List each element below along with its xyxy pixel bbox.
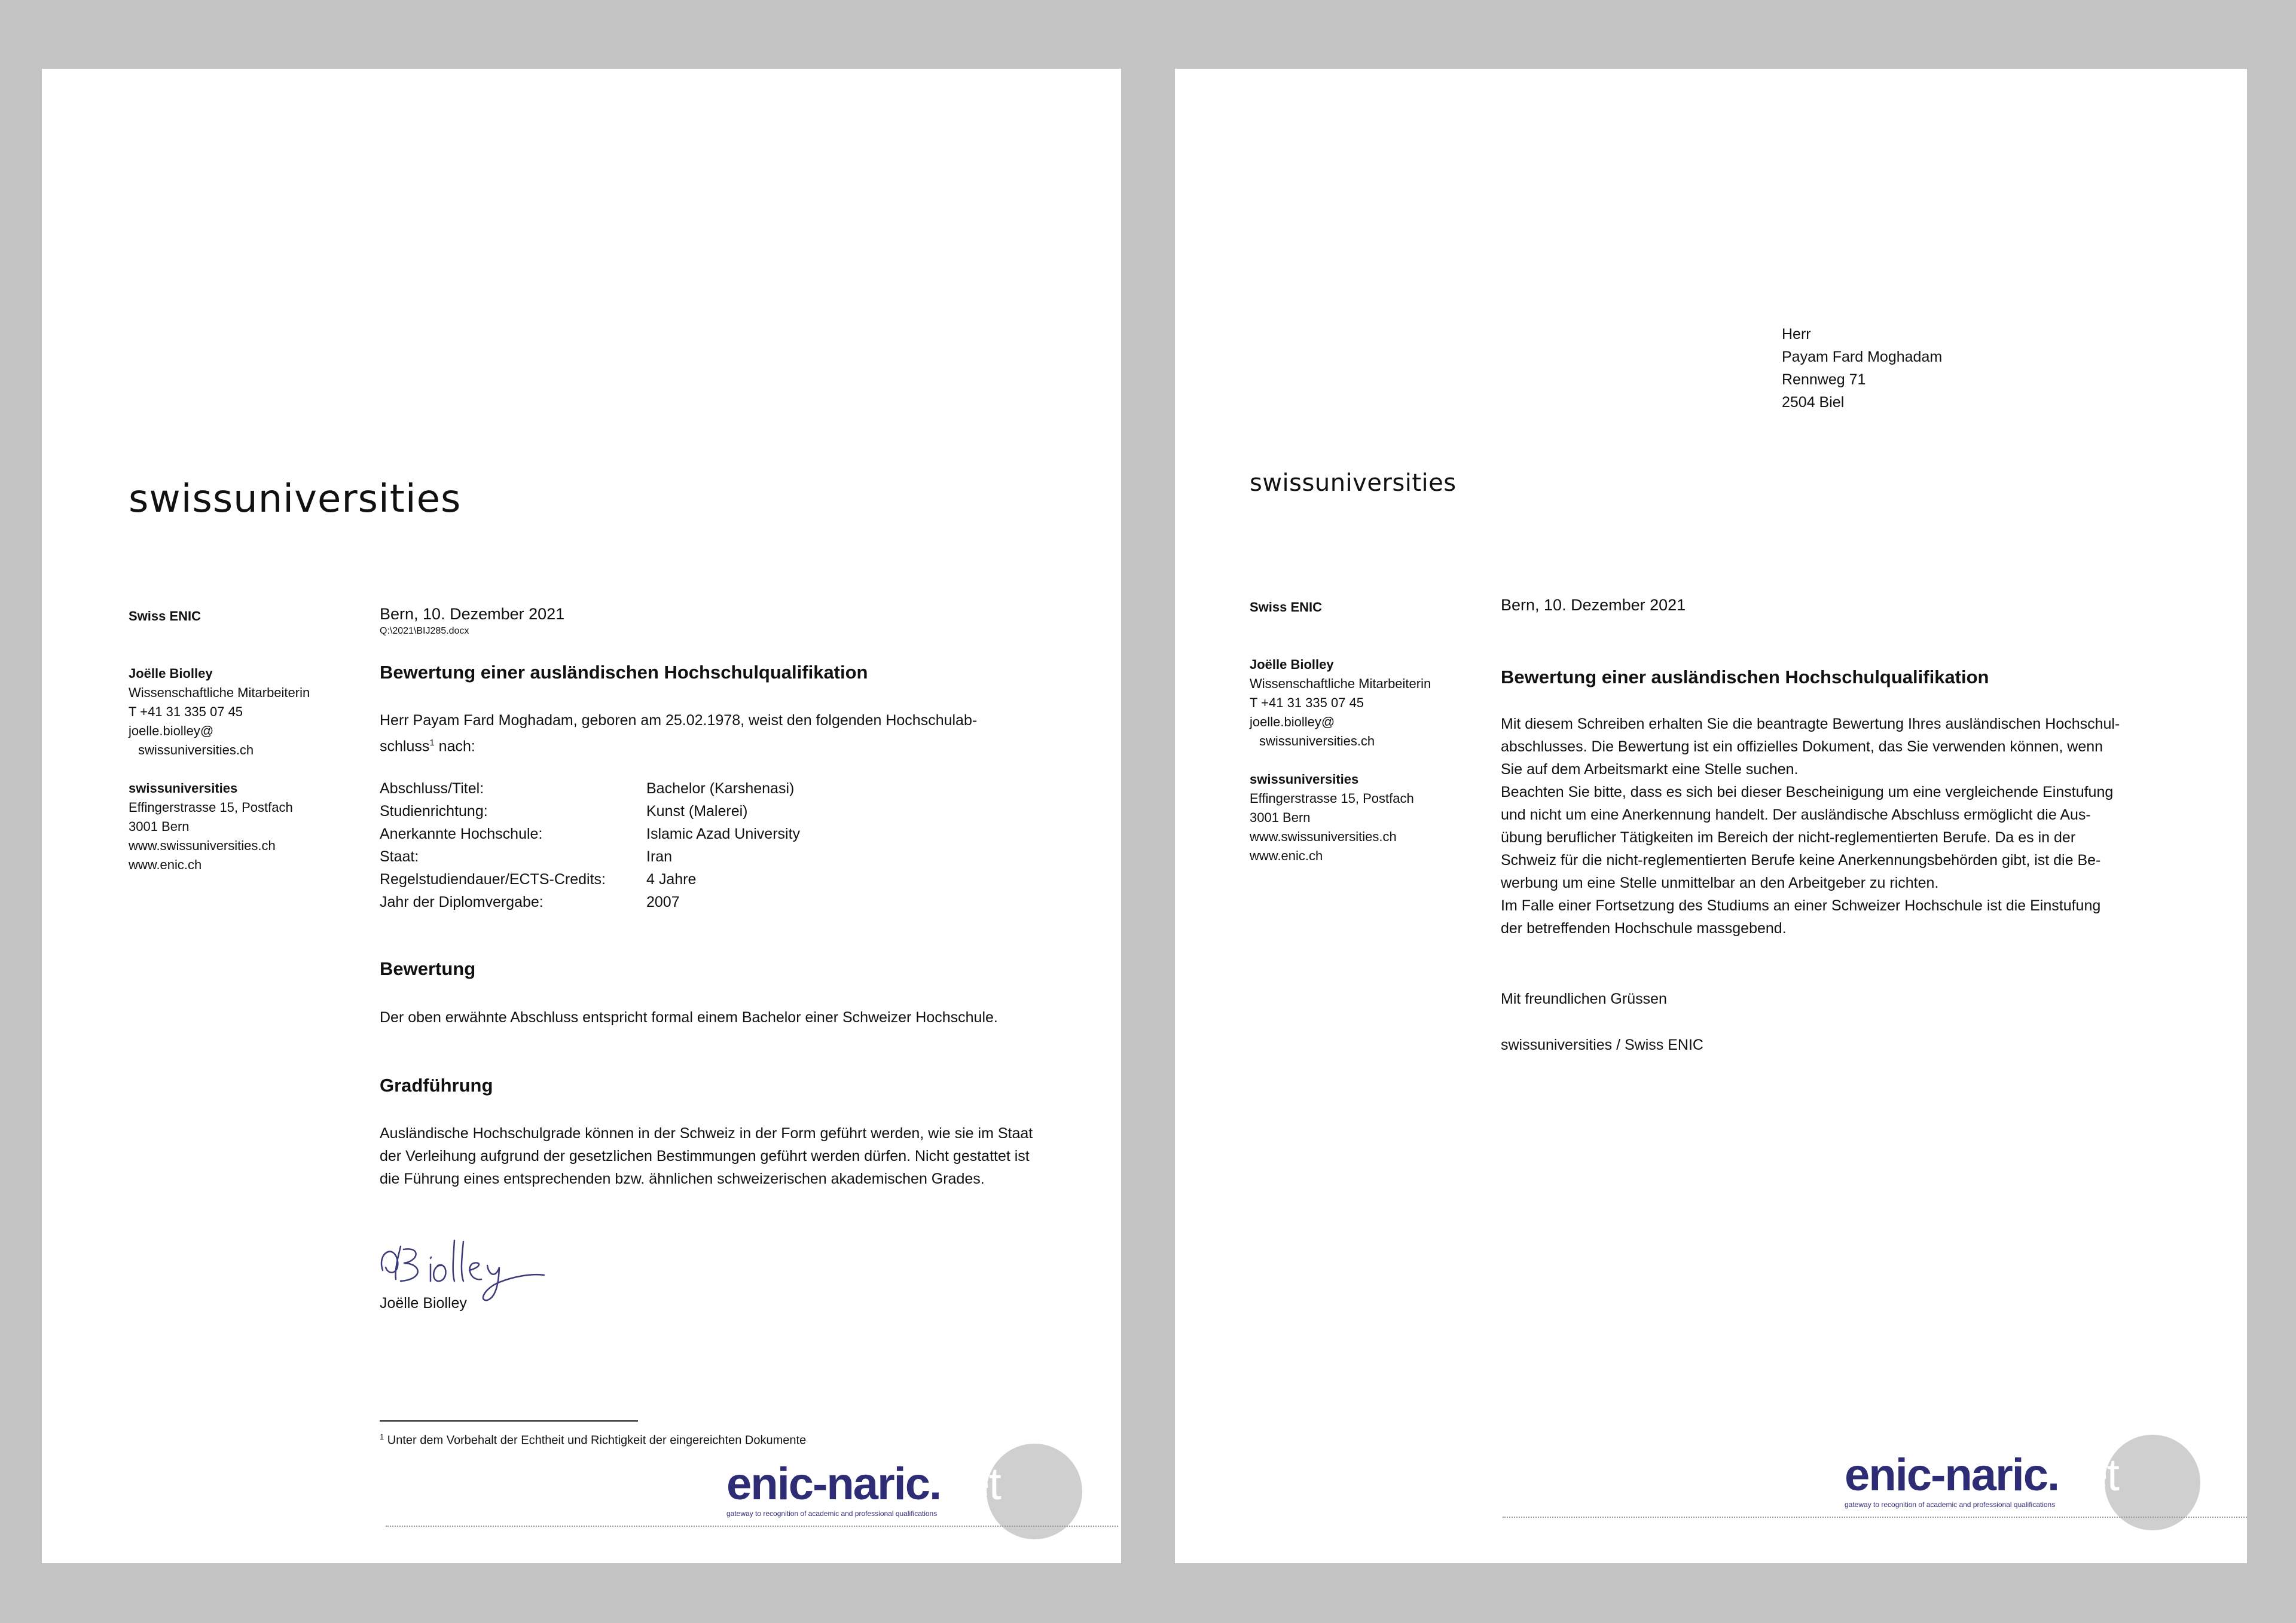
document-reference: Q:\2021\BIJ285.docx [380, 626, 469, 636]
sender-signature: swissuniversities / Swiss ENIC [1501, 1037, 1703, 1053]
heading-gradfuehrung: Gradführung [380, 1075, 493, 1096]
sidebar-contact-phone: T +41 31 335 07 45 [129, 704, 243, 719]
detail-row [380, 868, 1097, 891]
sidebar-contact-phone: T +41 31 335 07 45 [1250, 695, 1364, 710]
body-line: Im Falle einer Fortsetzung des Studiums an einer Schweizer Hochschule ist die Einstufung [1501, 897, 2101, 914]
sidebar-contact [129, 607, 356, 875]
sidebar-contact-role: Wissenschaftliche Mitarbeiterin [129, 685, 310, 700]
enic-naric-net: net [941, 1459, 1000, 1509]
body-line: Mit diesem Schreiben erhalten Sie die beantragte Bewertung Ihres ausländischen Hochschul- [1501, 716, 2120, 732]
detail-row [380, 823, 1097, 845]
sidebar-contact-email-domain: swissuniversities.ch [1259, 733, 1375, 748]
detail-value: Kunst (Malerei) [646, 803, 748, 820]
sidebar-contact-email-domain: swissuniversities.ch [138, 742, 254, 757]
footnote-number: 1 [380, 1432, 384, 1441]
letter-date: Bern, 10. Dezember 2021 [380, 605, 565, 623]
intro-line-2 [380, 732, 1097, 757]
grad-line-2: der Verleihung aufgrund der gesetzlichen Bestimmungen geführt werden dürfen. Nicht gestattet ist [380, 1148, 1030, 1164]
detail-row [380, 845, 1097, 868]
body-line: übung beruflicher Tätigkeiten im Bereich der nicht-reglementierten Berufe. Da es in der [1501, 829, 2076, 846]
body-line: werbung um eine Stelle unmittelbar an den Arbeitgeber zu richten. [1501, 875, 1939, 891]
detail-value: Bachelor (Karshenasi) [646, 780, 795, 797]
closing-greeting: Mit freundlichen Grüssen [1501, 991, 1667, 1007]
detail-label: Jahr der Diplomvergabe: [380, 894, 544, 910]
enic-naric-wordmark [726, 1460, 1000, 1508]
bewertung-text: Der oben erwähnte Abschluss entspricht formal einem Bachelor einer Schweizer Hochschule. [380, 1009, 998, 1026]
gradfuehrung-paragraph [380, 1122, 1097, 1190]
letter-page-1 [42, 69, 1121, 1563]
footnote-rule [380, 1420, 638, 1422]
enic-naric-net: net [2059, 1450, 2118, 1500]
detail-value: Iran [646, 848, 673, 865]
footer-dotted-line [1503, 1517, 2247, 1518]
body-line: abschlusses. Die Bewertung ist ein offizielles Dokument, das Sie verwenden können, wenn [1501, 738, 2103, 755]
intro-line-1: Herr Payam Fard Moghadam, geboren am 25.02.1978, weist den folgenden Hochschulab- [380, 712, 978, 729]
signatory-name: Joëlle Biolley [380, 1295, 467, 1312]
sidebar-address: Effingerstrasse 15, Postfach [129, 800, 293, 815]
footnote-marker: 1 [429, 738, 435, 748]
body-line: der betreffenden Hochschule massgebend. [1501, 920, 1787, 937]
sidebar-city: 3001 Bern [1250, 810, 1311, 825]
letter-subject: Bewertung einer ausländischen Hochschulqualifikation [380, 662, 868, 683]
enic-naric-wordmark [1845, 1451, 2118, 1499]
detail-label: Studienrichtung: [380, 803, 488, 820]
letter-page-2 [1175, 69, 2247, 1563]
detail-row [380, 777, 1097, 800]
footer-dotted-line [386, 1526, 1118, 1527]
swissuniversities-logo: swissuniversities [129, 477, 462, 521]
grad-line-3: die Führung eines entsprechenden bzw. ähnlichen schweizerischen akademischen Grades. [380, 1170, 985, 1187]
qualification-details [380, 777, 1097, 913]
sidebar-contact-name: Joëlle Biolley [129, 666, 213, 681]
letter-body [1501, 713, 2218, 940]
sidebar-contact-name: Joëlle Biolley [1250, 657, 1334, 672]
enic-naric-tagline: gateway to recognition of academic and professional qualifications [1845, 1500, 2056, 1509]
detail-label: Staat: [380, 848, 419, 865]
recipient-city: 2504 Biel [1782, 394, 1845, 411]
heading-bewertung: Bewertung [380, 958, 476, 979]
enic-naric-main: enic-naric. [726, 1459, 941, 1509]
recipient-salutation: Herr [1782, 326, 1811, 343]
body-line: und nicht um eine Anerkennung handelt. Der ausländische Abschluss ermöglicht die Aus- [1501, 806, 2091, 823]
sidebar-contact-role: Wissenschaftliche Mitarbeiterin [1250, 676, 1431, 691]
swissuniversities-logo: swissuniversities [1250, 469, 1457, 497]
sidebar-org2: swissuniversities [129, 781, 238, 796]
enic-naric-logo [1845, 1435, 2215, 1524]
sidebar-web2: www.enic.ch [129, 857, 202, 872]
detail-value: 4 Jahre [646, 871, 697, 888]
sidebar-org: Swiss ENIC [129, 609, 201, 623]
sidebar-contact [1250, 598, 1477, 866]
detail-value: 2007 [646, 894, 680, 910]
enic-naric-logo-circle [2105, 1435, 2200, 1530]
sidebar-web1: www.swissuniversities.ch [1250, 829, 1397, 844]
sidebar-contact-email: joelle.biolley@ [1250, 714, 1335, 729]
letter-subject: Bewertung einer ausländischen Hochschulqualifikation [1501, 667, 1989, 687]
intro-line-2a: schluss [380, 738, 430, 755]
sidebar-org: Swiss ENIC [1250, 600, 1323, 615]
detail-label: Abschluss/Titel: [380, 780, 484, 797]
sidebar-contact-email: joelle.biolley@ [129, 723, 214, 738]
letter-date: Bern, 10. Dezember 2021 [1501, 596, 1686, 614]
detail-label: Regelstudiendauer/ECTS-Credits: [380, 871, 606, 888]
body-line: Beachten Sie bitte, dass es sich bei dieser Bescheinigung um eine vergleichende Einstufung [1501, 784, 2114, 800]
enic-naric-logo [726, 1444, 1097, 1533]
recipient-address [1782, 323, 1942, 414]
enic-naric-main: enic-naric. [1845, 1450, 2059, 1500]
sidebar-city: 3001 Bern [129, 819, 190, 834]
body-line: Schweiz für die nicht-reglementierten Berufe keine Anerkennungsbehörden gibt, ist die Be- [1501, 852, 2101, 869]
grad-line-1: Ausländische Hochschulgrade können in der Schweiz in der Form geführt werden, wie sie im Staat [380, 1125, 1033, 1142]
intro-line-2b: nach: [434, 738, 475, 755]
detail-label: Anerkannte Hochschule: [380, 826, 543, 842]
sidebar-address: Effingerstrasse 15, Postfach [1250, 791, 1414, 806]
detail-row [380, 891, 1097, 913]
enic-naric-tagline: gateway to recognition of academic and professional qualifications [726, 1509, 938, 1518]
sidebar-org2: swissuniversities [1250, 772, 1359, 787]
sidebar-web1: www.swissuniversities.ch [129, 838, 276, 853]
sidebar-web2: www.enic.ch [1250, 848, 1323, 863]
enic-naric-logo-circle [987, 1444, 1082, 1539]
detail-value: Islamic Azad University [646, 826, 801, 842]
detail-row [380, 800, 1097, 823]
footnote-text: Unter dem Vorbehalt der Echtheit und Richtigkeit der eingereichten Dokumente [384, 1434, 807, 1447]
body-line: Sie auf dem Arbeitsmarkt eine Stelle suchen. [1501, 761, 1799, 778]
intro-paragraph [380, 709, 1097, 757]
recipient-street: Rennweg 71 [1782, 371, 1866, 388]
recipient-name: Payam Fard Moghadam [1782, 349, 1943, 365]
